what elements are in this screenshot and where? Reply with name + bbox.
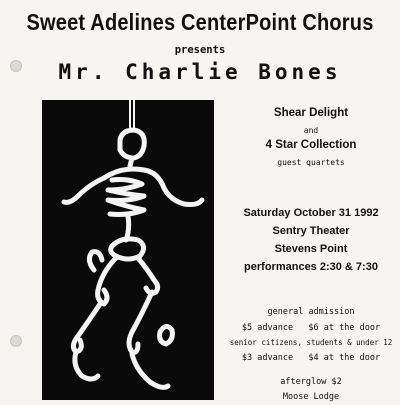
presents-label: presents xyxy=(174,44,226,56)
quartet-2-name: 4 Star Collection xyxy=(265,139,357,151)
event-city: Stevens Point xyxy=(274,243,348,255)
dancing-skeleton-illustration xyxy=(42,100,214,400)
and-label: and xyxy=(303,126,319,135)
admission-heading: general admission xyxy=(267,307,355,317)
discount-prices: $3 advance $4 at the door xyxy=(241,353,381,363)
afterglow-location: Moose Lodge xyxy=(282,392,340,402)
event-date: Saturday October 31 1992 xyxy=(243,207,379,219)
guest-quartets-label: guest quartets xyxy=(277,158,345,167)
chorus-title: Sweet Adelines CenterPoint Chorus xyxy=(26,10,374,36)
headliner-title: Mr. Charlie Bones xyxy=(58,60,342,84)
general-prices: $5 advance $6 at the door xyxy=(241,323,381,333)
binder-hole xyxy=(10,335,22,347)
quartet-1-name: Shear Delight xyxy=(273,107,349,119)
afterglow-price: afterglow $2 xyxy=(280,377,342,387)
discount-group: senior citizens, students & under 12 xyxy=(229,338,393,347)
event-venue: Sentry Theater xyxy=(272,225,350,237)
skeleton-artwork-panel xyxy=(42,100,214,400)
performance-times: performances 2:30 & 7:30 xyxy=(244,261,378,273)
